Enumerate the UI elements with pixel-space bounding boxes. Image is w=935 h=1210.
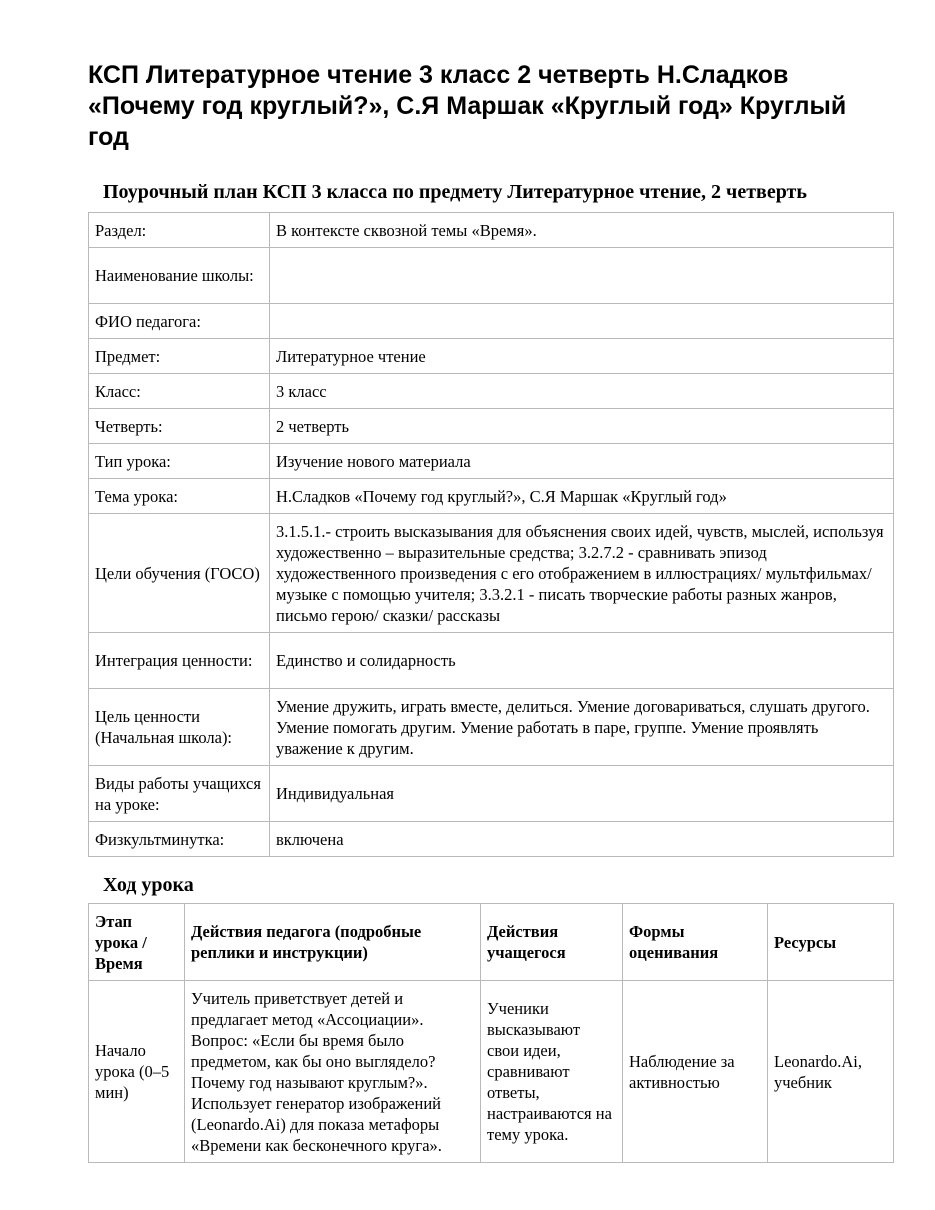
info-value: 3 класс	[270, 374, 894, 409]
lesson-cell: Ученики высказывают свои идеи, сравнивают ответы, настраиваются на тему урока.	[481, 981, 623, 1163]
info-label: ФИО педагога:	[89, 304, 270, 339]
info-row	[89, 766, 894, 822]
info-label: Физкультминутка:	[89, 822, 270, 857]
document-page	[88, 0, 893, 1163]
info-row	[89, 633, 894, 689]
info-value: Индивидуальная	[270, 766, 894, 822]
lesson-column-header: Действия педагога (подробные реплики и инструкции)	[185, 904, 481, 981]
info-value: Изучение нового материала	[270, 444, 894, 479]
info-row	[89, 689, 894, 766]
info-label: Цели обучения (ГОСО)	[89, 514, 270, 633]
info-row	[89, 479, 894, 514]
info-label: Класс:	[89, 374, 270, 409]
info-value: Умение дружить, играть вместе, делиться. Умение договариваться, слушать другого. Умение помогать другим. Умение работать в паре, группе. Умение проявлять уважение к другим.	[270, 689, 894, 766]
info-label: Предмет:	[89, 339, 270, 374]
document-title: КСП Литературное чтение 3 класс 2 четверть Н.Сладков «Почему год круглый?», С.Я Маршак «Круглый год» Круглый год	[88, 61, 847, 151]
info-value: Единство и солидарность	[270, 633, 894, 689]
info-row	[89, 304, 894, 339]
info-row	[89, 339, 894, 374]
info-row	[89, 409, 894, 444]
info-label: Интеграция ценности:	[89, 633, 270, 689]
info-row	[89, 514, 894, 633]
lesson-row	[89, 981, 894, 1163]
lesson-cell: Наблюдение за активностью	[623, 981, 768, 1163]
info-value: включена	[270, 822, 894, 857]
plan-heading: Поурочный план КСП 3 класса по предмету Литературное чтение, 2 четверть	[103, 181, 807, 203]
info-row	[89, 822, 894, 857]
info-label: Четверть:	[89, 409, 270, 444]
lesson-column-header: Этап урока / Время	[89, 904, 185, 981]
lesson-heading: Ход урока	[103, 874, 194, 896]
info-value: Литературное чтение	[270, 339, 894, 374]
info-row	[89, 248, 894, 304]
lesson-column-header: Действия учащегося	[481, 904, 623, 981]
info-row	[89, 213, 894, 248]
info-value: Н.Сладков «Почему год круглый?», С.Я Маршак «Круглый год»	[270, 479, 894, 514]
lesson-cell: Начало урока (0–5 мин)	[89, 981, 185, 1163]
info-label: Виды работы учащихся на уроке:	[89, 766, 270, 822]
lesson-column-header: Формы оценивания	[623, 904, 768, 981]
info-label: Наименование школы:	[89, 248, 270, 304]
info-label: Цель ценности (Начальная школа):	[89, 689, 270, 766]
info-row	[89, 444, 894, 479]
info-value	[270, 248, 894, 304]
lesson-cell: Учитель приветствует детей и предлагает метод «Ассоциации». Вопрос: «Если бы время было предметом, как бы оно выглядело? Почему год называют круглым?». Использует генератор изображений (Leonardo.Ai) для показа метафоры «Времени как бесконечного круга».	[185, 981, 481, 1163]
info-value	[270, 304, 894, 339]
info-table	[88, 212, 894, 857]
info-value: 2 четверть	[270, 409, 894, 444]
lesson-column-header: Ресурсы	[768, 904, 894, 981]
info-value: 3.1.5.1.- строить высказывания для объяснения своих идей, чувств, мыслей, используя художественно – выразительные средства; 3.2.7.2 - сравнивать эпизод художественного произведения с его отображением в иллюстрациях/ мультфильмах/ музыке с помощью учителя; 3.3.2.1 - писать творческие работы разных жанров, письмо герою/ сказки/ рассказы	[270, 514, 894, 633]
info-value: В контексте сквозной темы «Время».	[270, 213, 894, 248]
info-label: Раздел:	[89, 213, 270, 248]
lesson-cell: Leonardo.Ai, учебник	[768, 981, 894, 1163]
info-label: Тип урока:	[89, 444, 270, 479]
lesson-table	[88, 903, 894, 1163]
info-label: Тема урока:	[89, 479, 270, 514]
info-row	[89, 374, 894, 409]
